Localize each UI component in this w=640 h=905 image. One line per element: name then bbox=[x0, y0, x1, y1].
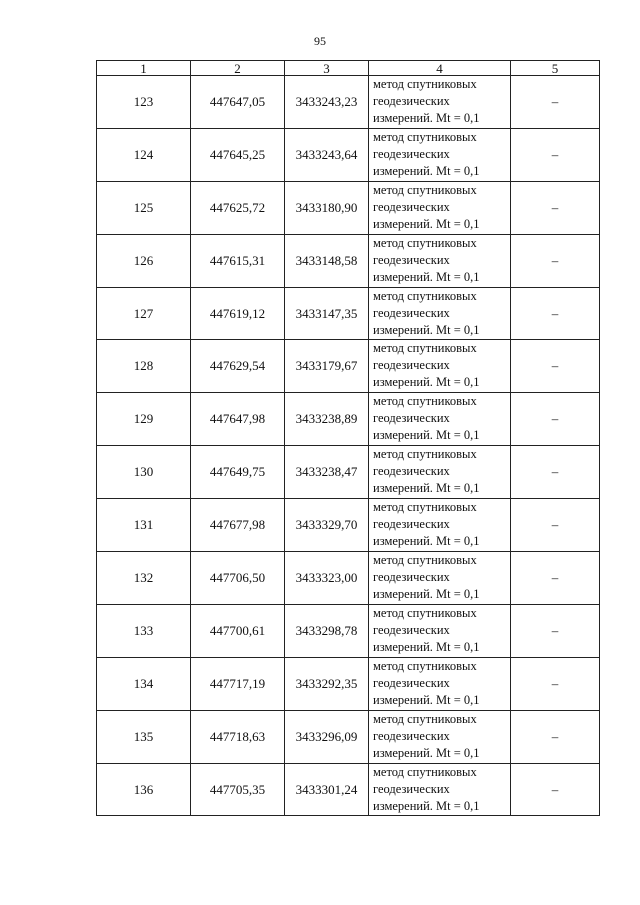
method-line: геодезических bbox=[373, 675, 450, 690]
y-coordinate-cell: 3433329,70 bbox=[285, 499, 369, 552]
method-line: измерений. Mt = 0,1 bbox=[373, 216, 480, 231]
point-number-cell: 135 bbox=[97, 710, 191, 763]
y-coordinate-cell: 3433323,00 bbox=[285, 552, 369, 605]
method-cell bbox=[369, 76, 511, 129]
x-coordinate-cell: 447718,63 bbox=[191, 710, 285, 763]
method-cell bbox=[369, 552, 511, 605]
note-cell: – bbox=[511, 234, 600, 287]
note-cell: – bbox=[511, 340, 600, 393]
method-cell bbox=[369, 340, 511, 393]
note-cell: – bbox=[511, 181, 600, 234]
method-line: геодезических bbox=[373, 517, 450, 532]
y-coordinate-cell: 3433243,23 bbox=[285, 76, 369, 129]
x-coordinate-cell: 447706,50 bbox=[191, 552, 285, 605]
point-number-cell: 133 bbox=[97, 604, 191, 657]
table-row bbox=[97, 181, 600, 234]
method-cell bbox=[369, 234, 511, 287]
method-line: метод спутниковых bbox=[373, 553, 477, 568]
table-row bbox=[97, 393, 600, 446]
column-header-1: 1 bbox=[97, 61, 191, 76]
table-row bbox=[97, 499, 600, 552]
x-coordinate-cell: 447619,12 bbox=[191, 287, 285, 340]
x-coordinate-cell: 447647,98 bbox=[191, 393, 285, 446]
point-number-cell: 123 bbox=[97, 76, 191, 129]
method-cell bbox=[369, 763, 511, 816]
point-number-cell: 131 bbox=[97, 499, 191, 552]
point-number-cell: 129 bbox=[97, 393, 191, 446]
method-line: метод спутниковых bbox=[373, 341, 477, 356]
page-number: 95 bbox=[314, 34, 326, 48]
method-line: измерений. Mt = 0,1 bbox=[373, 428, 480, 443]
method-line: геодезических bbox=[373, 728, 450, 743]
x-coordinate-cell: 447700,61 bbox=[191, 604, 285, 657]
method-cell bbox=[369, 604, 511, 657]
point-number-cell: 130 bbox=[97, 446, 191, 499]
table-row bbox=[97, 287, 600, 340]
note-cell: – bbox=[511, 393, 600, 446]
note-cell: – bbox=[511, 76, 600, 129]
method-line: метод спутниковых bbox=[373, 447, 477, 462]
method-line: геодезических bbox=[373, 411, 450, 426]
method-line: измерений. Mt = 0,1 bbox=[373, 798, 480, 813]
y-coordinate-cell: 3433147,35 bbox=[285, 287, 369, 340]
method-cell bbox=[369, 393, 511, 446]
table-row bbox=[97, 76, 600, 129]
table-row bbox=[97, 763, 600, 816]
method-line: метод спутниковых bbox=[373, 658, 477, 673]
y-coordinate-cell: 3433298,78 bbox=[285, 604, 369, 657]
x-coordinate-cell: 447629,54 bbox=[191, 340, 285, 393]
table-row bbox=[97, 604, 600, 657]
note-cell: – bbox=[511, 552, 600, 605]
x-coordinate-cell: 447677,98 bbox=[191, 499, 285, 552]
point-number-cell: 126 bbox=[97, 234, 191, 287]
method-line: геодезических bbox=[373, 622, 450, 637]
method-line: метод спутниковых bbox=[373, 77, 477, 91]
method-line: измерений. Mt = 0,1 bbox=[373, 534, 480, 549]
method-cell bbox=[369, 499, 511, 552]
column-header-5: 5 bbox=[511, 61, 600, 76]
x-coordinate-cell: 447647,05 bbox=[191, 76, 285, 129]
method-cell bbox=[369, 287, 511, 340]
method-line: измерений. Mt = 0,1 bbox=[373, 375, 480, 390]
method-cell bbox=[369, 446, 511, 499]
method-line: метод спутниковых bbox=[373, 129, 477, 144]
method-line: метод спутниковых bbox=[373, 764, 477, 779]
table-row bbox=[97, 128, 600, 181]
y-coordinate-cell: 3433180,90 bbox=[285, 181, 369, 234]
method-line: измерений. Mt = 0,1 bbox=[373, 322, 480, 337]
point-number-cell: 132 bbox=[97, 552, 191, 605]
y-coordinate-cell: 3433292,35 bbox=[285, 657, 369, 710]
column-header-4: 4 bbox=[369, 61, 511, 76]
y-coordinate-cell: 3433301,24 bbox=[285, 763, 369, 816]
method-line: геодезических bbox=[373, 570, 450, 585]
table-header-row bbox=[97, 61, 600, 76]
x-coordinate-cell: 447645,25 bbox=[191, 128, 285, 181]
note-cell: – bbox=[511, 763, 600, 816]
method-line: геодезических bbox=[373, 199, 450, 214]
method-line: геодезических bbox=[373, 781, 450, 796]
point-number-cell: 124 bbox=[97, 128, 191, 181]
method-cell bbox=[369, 128, 511, 181]
column-header-2: 2 bbox=[191, 61, 285, 76]
table-row bbox=[97, 234, 600, 287]
method-line: измерений. Mt = 0,1 bbox=[373, 692, 480, 707]
method-line: измерений. Mt = 0,1 bbox=[373, 269, 480, 284]
method-line: геодезических bbox=[373, 94, 450, 108]
table-row bbox=[97, 657, 600, 710]
table-row bbox=[97, 446, 600, 499]
y-coordinate-cell: 3433243,64 bbox=[285, 128, 369, 181]
method-cell bbox=[369, 181, 511, 234]
point-number-cell: 127 bbox=[97, 287, 191, 340]
method-line: метод спутниковых bbox=[373, 288, 477, 303]
point-number-cell: 128 bbox=[97, 340, 191, 393]
method-line: измерений. Mt = 0,1 bbox=[373, 111, 480, 125]
method-cell bbox=[369, 710, 511, 763]
y-coordinate-cell: 3433148,58 bbox=[285, 234, 369, 287]
method-line: метод спутниковых bbox=[373, 500, 477, 515]
note-cell: – bbox=[511, 446, 600, 499]
method-line: измерений. Mt = 0,1 bbox=[373, 163, 480, 178]
note-cell: – bbox=[511, 499, 600, 552]
method-line: геодезических bbox=[373, 358, 450, 373]
table-row bbox=[97, 710, 600, 763]
x-coordinate-cell: 447625,72 bbox=[191, 181, 285, 234]
point-number-cell: 134 bbox=[97, 657, 191, 710]
table-row bbox=[97, 552, 600, 605]
note-cell: – bbox=[511, 657, 600, 710]
x-coordinate-cell: 447649,75 bbox=[191, 446, 285, 499]
x-coordinate-cell: 447615,31 bbox=[191, 234, 285, 287]
note-cell: – bbox=[511, 604, 600, 657]
method-line: измерений. Mt = 0,1 bbox=[373, 587, 480, 602]
table-row bbox=[97, 340, 600, 393]
y-coordinate-cell: 3433238,47 bbox=[285, 446, 369, 499]
method-line: геодезических bbox=[373, 146, 450, 161]
method-line: метод спутниковых bbox=[373, 235, 477, 250]
method-line: метод спутниковых bbox=[373, 182, 477, 197]
method-line: измерений. Mt = 0,1 bbox=[373, 639, 480, 654]
point-number-cell: 125 bbox=[97, 181, 191, 234]
method-line: метод спутниковых bbox=[373, 394, 477, 409]
method-line: метод спутниковых bbox=[373, 711, 477, 726]
coordinates-table bbox=[96, 60, 600, 816]
y-coordinate-cell: 3433179,67 bbox=[285, 340, 369, 393]
note-cell: – bbox=[511, 287, 600, 340]
method-line: измерений. Mt = 0,1 bbox=[373, 481, 480, 496]
method-line: геодезических bbox=[373, 464, 450, 479]
method-line: измерений. Mt = 0,1 bbox=[373, 745, 480, 760]
method-line: геодезических bbox=[373, 305, 450, 320]
point-number-cell: 136 bbox=[97, 763, 191, 816]
table-body bbox=[97, 76, 600, 816]
note-cell: – bbox=[511, 710, 600, 763]
x-coordinate-cell: 447717,19 bbox=[191, 657, 285, 710]
method-line: метод спутниковых bbox=[373, 605, 477, 620]
note-cell: – bbox=[511, 128, 600, 181]
y-coordinate-cell: 3433238,89 bbox=[285, 393, 369, 446]
method-cell bbox=[369, 657, 511, 710]
column-header-3: 3 bbox=[285, 61, 369, 76]
y-coordinate-cell: 3433296,09 bbox=[285, 710, 369, 763]
x-coordinate-cell: 447705,35 bbox=[191, 763, 285, 816]
method-line: геодезических bbox=[373, 252, 450, 267]
